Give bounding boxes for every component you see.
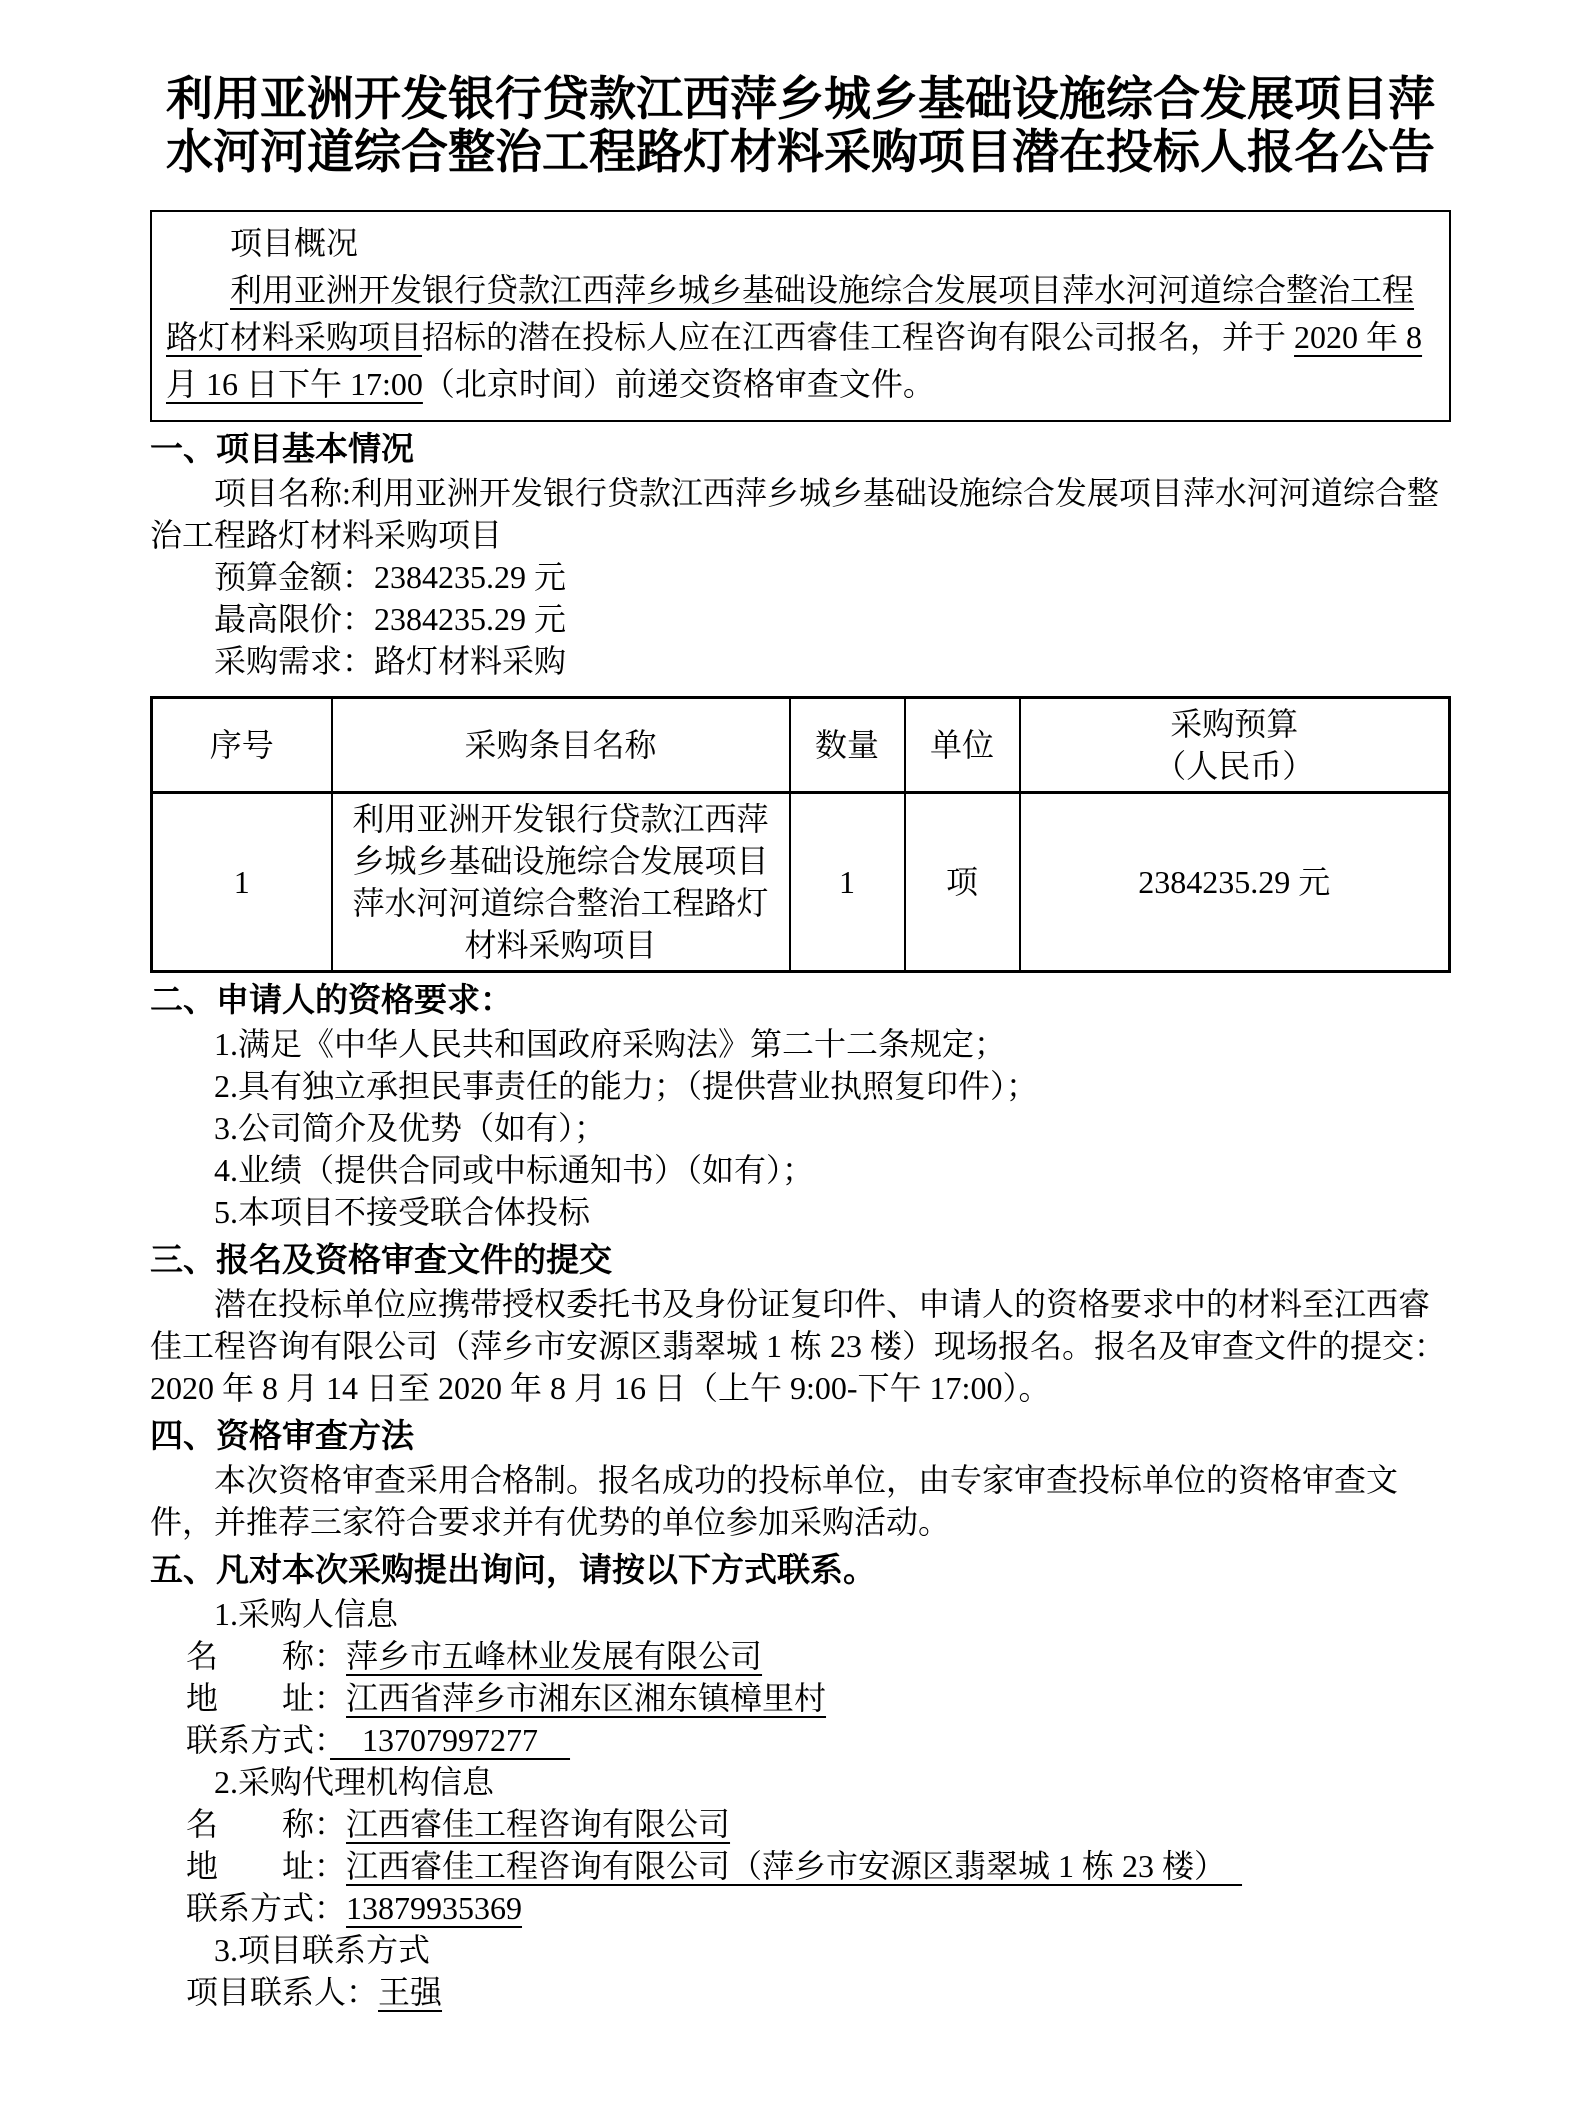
section-2-heading: 二、申请人的资格要求： [150,981,513,1018]
cell-quantity: 1 [790,793,905,972]
qualification-item-4: 4.业绩（提供合同或中标通知书）（如有）； [214,1152,815,1188]
underlined-text: 萍乡市五峰林业发展有限公司 [346,1638,763,1674]
purchaser-info-heading: 1.采购人信息 [214,1596,399,1632]
underlined-text: 王强 [378,1974,443,2010]
qualification-item-1: 1.满足《中华人民共和国政府采购法》第二十二条规定； [214,1026,1007,1062]
plain-text: 项目联系人： [186,1974,379,2010]
underlined-text: 13707997277 [330,1722,571,1758]
underlined-text: 江西省萍乡市湘东区湘东镇樟里村 [346,1680,827,1716]
page-title: 利用亚洲开发银行贷款江西萍乡城乡基础设施综合发展项目萍水河河道综合整治工程路灯材料采购项目潜在投标人报名公告 [166,74,1435,179]
header-budget-line1: 采购预算 [1170,706,1299,742]
underlined-text: 江西睿佳工程咨询有限公司 [346,1806,731,1842]
header-budget [1020,698,1450,793]
cell-item-name: 利用亚洲开发银行贷款江西萍乡城乡基础设施综合发展项目萍水河河道综合整治工程路灯材料采购项目 [332,793,790,972]
cell-budget: 2384235.29 元 [1020,793,1450,972]
demand-line: 采购需求：路灯材料采购 [214,643,567,679]
table-header-row [152,698,1450,793]
plain-text: 名 称： [186,1638,347,1674]
plain-text: 联系方式： [186,1722,331,1758]
underlined-text: 13879935369 [346,1890,523,1926]
header-seq: 序号 [152,698,332,793]
agency-info-heading: 2.采购代理机构信息 [214,1764,495,1800]
cell-seq: 1 [152,793,332,972]
plain-text: 名 称： [186,1806,347,1842]
header-item-name: 采购条目名称 [332,698,790,793]
agency-address-line [150,1845,1451,1887]
plain-text: 联系方式： [186,1890,347,1926]
purchaser-address-line [150,1677,1451,1719]
underlined-text: 2020 年 8 月 16 日下午 17:00 [166,319,1423,402]
purchaser-contact-line [150,1719,1451,1761]
qualification-item-5: 5.本项目不接受联合体投标 [214,1194,591,1230]
procurement-items-table [150,696,1451,973]
project-name-line: 项目名称:利用亚洲开发银行贷款江西萍乡城乡基础设施综合发展项目萍水河河道综合整治工程路灯材料采购项目 [150,475,1439,553]
cell-unit: 项 [905,793,1020,972]
submission-paragraph: 潜在投标单位应携带授权委托书及身份证复印件、申请人的资格要求中的材料至江西睿佳工程咨询有限公司（萍乡市安源区翡翠城 1 栋 23 楼）现场报名。报名及审查文件的提交：2020 年 8 月 14 日至 2020 年 8 月 16 日（上午 9:00-下午 17:00）。 [150,1286,1447,1406]
underlined-text: 江西睿佳工程咨询有限公司（萍乡市安源区翡翠城 1 栋 23 楼） [346,1848,1243,1884]
section-1-heading: 一、项目基本情况 [150,430,414,467]
qualification-item-3: 3.公司简介及优势（如有）； [214,1110,607,1146]
max-price-line: 最高限价：2384235.29 元 [214,601,567,637]
plain-text: （北京时间）前递交资格审查文件。 [422,366,935,402]
section-5-heading: 五、凡对本次采购提出询问，请按以下方式联系。 [150,1551,876,1588]
header-budget-line2: （人民币） [1154,748,1315,784]
agency-contact-line [150,1887,1451,1929]
agency-name-line [150,1803,1451,1845]
project-contact-heading: 3.项目联系方式 [214,1932,431,1968]
plain-text: 地 址： [186,1680,347,1716]
underlined-text: 利用亚洲开发银行贷款江西萍乡城乡基础设施综合发展项目萍水河河道综合整治工程路灯材料采购项目 [166,272,1415,355]
overview-paragraph [166,267,1435,408]
overview-heading: 项目概况 [230,225,359,261]
header-unit: 单位 [905,698,1020,793]
table-row [152,793,1450,972]
review-method-paragraph: 本次资格审查采用合格制。报名成功的投标单位，由专家审查投标单位的资格审查文件，并推荐三家符合要求并有优势的单位参加采购活动。 [150,1462,1399,1540]
project-contact-person-line [150,1971,1451,2013]
project-overview-box [150,210,1451,422]
header-quantity: 数量 [790,698,905,793]
budget-line: 预算金额：2384235.29 元 [214,559,567,595]
purchaser-name-line [150,1635,1451,1677]
qualification-item-2: 2.具有独立承担民事责任的能力；（提供营业执照复印件）； [214,1068,1039,1104]
plain-text: 地 址： [186,1848,347,1884]
plain-text: 招标的潜在投标人应在江西睿佳工程咨询有限公司报名，并于 [422,319,1295,355]
section-3-heading: 三、报名及资格审查文件的提交 [150,1241,612,1278]
section-4-heading: 四、资格审查方法 [150,1417,414,1454]
